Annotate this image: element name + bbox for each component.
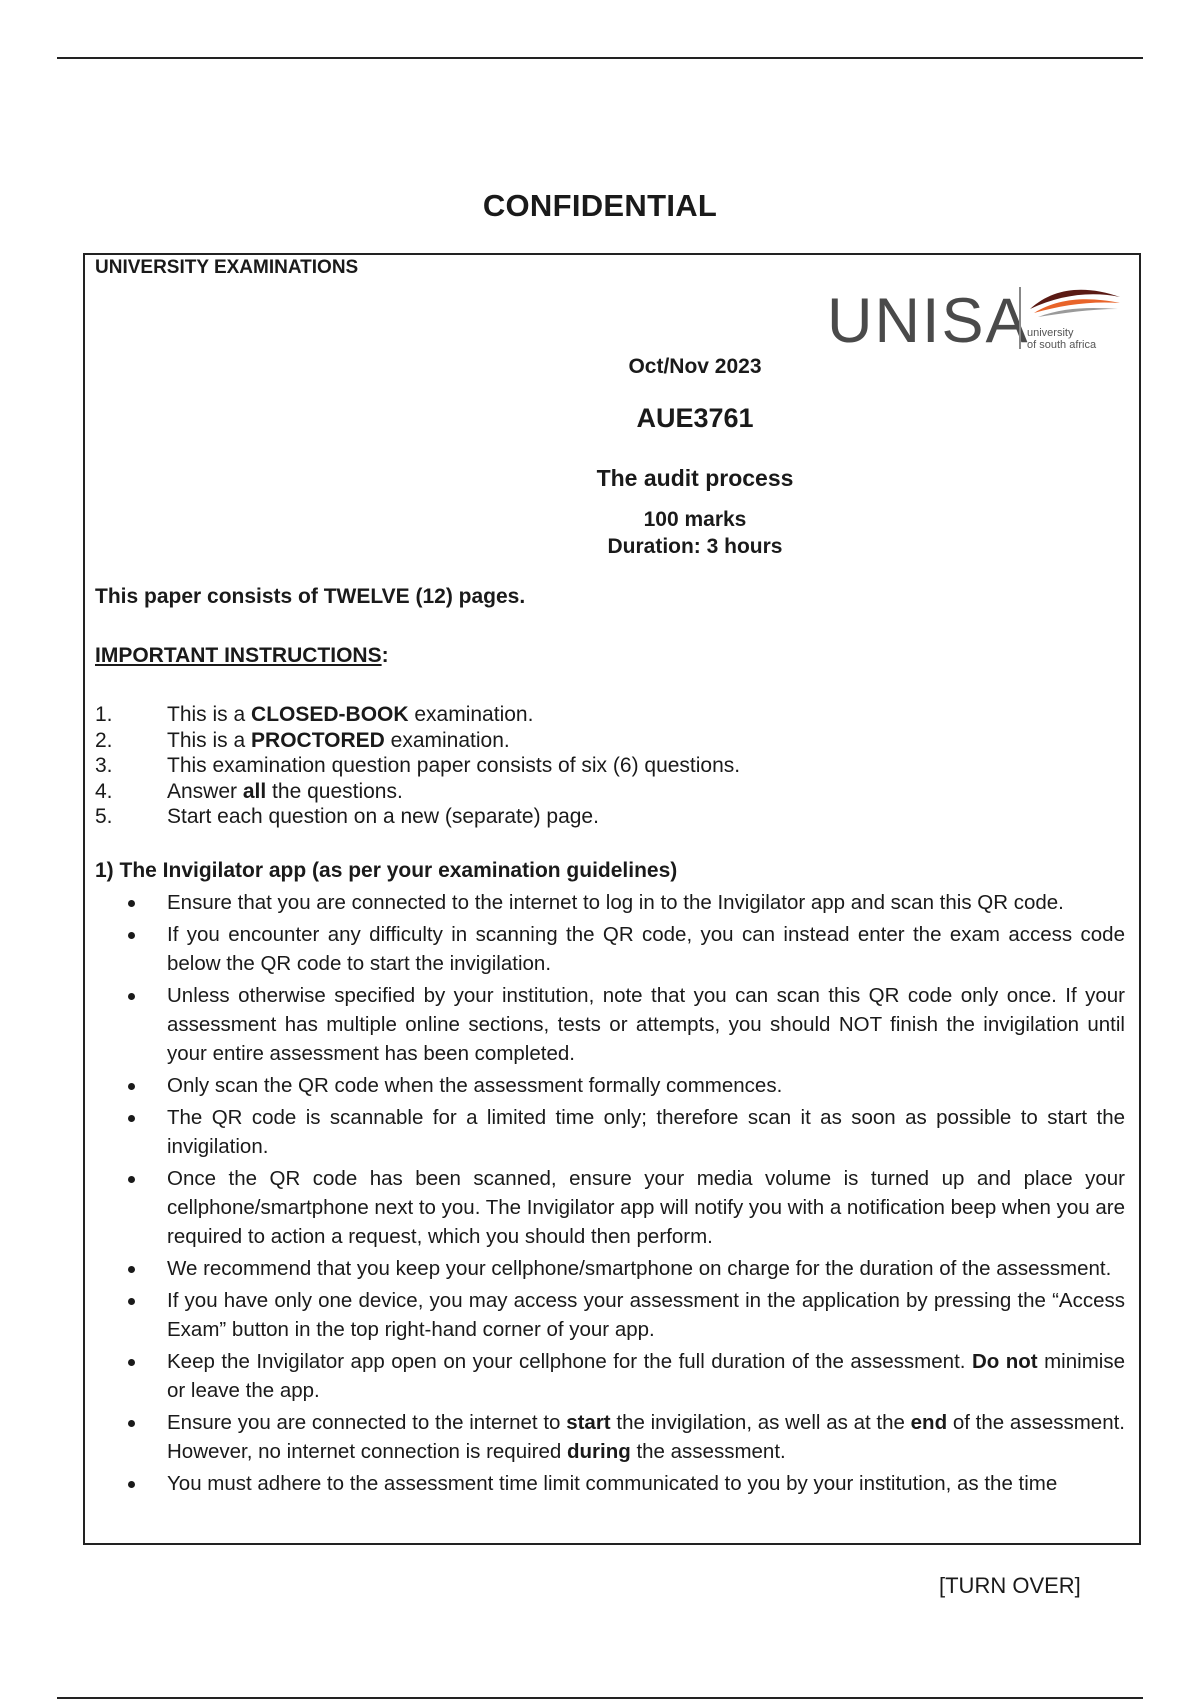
module-code: AUE3761	[636, 403, 754, 433]
top-rule	[57, 57, 1143, 59]
bullet-item: You must adhere to the assessment time limit communicated to you by your institution, as the time	[95, 1469, 1125, 1498]
exam-cover-box	[83, 253, 1141, 1545]
bullet-item: If you encounter any difficulty in scanning the QR code, you can instead enter the exam access code below the QR code to start the invigilation.	[95, 920, 1125, 978]
bullet-icon	[128, 1481, 135, 1488]
logo-wordmark: UNISA	[827, 286, 1030, 356]
bullet-item: Ensure that you are connected to the internet to log in to the Invigilator app and scan this QR code.	[95, 888, 1125, 917]
instruction-number: 1.	[95, 703, 113, 726]
logo-subtitle-line2: of south africa	[1027, 339, 1097, 351]
total-marks: 100 marks	[643, 508, 747, 531]
bullet-icon	[128, 1266, 135, 1273]
logo-separator	[1019, 287, 1021, 349]
instruction-text: This examination question paper consists of six (6) questions.	[167, 754, 741, 777]
instruction-number: 3.	[95, 754, 113, 777]
exam-duration: Duration: 3 hours	[607, 535, 783, 558]
bullet-icon	[128, 900, 135, 907]
instructions-heading-text: IMPORTANT INSTRUCTIONS	[95, 644, 382, 667]
instruction-number: 2.	[95, 728, 113, 752]
bullet-icon	[128, 1298, 135, 1305]
instruction-text: This is a CLOSED-BOOK examination.	[167, 703, 534, 726]
instruction-item	[95, 804, 1125, 830]
bullet-item: We recommend that you keep your cellphone/smartphone on charge for the duration of the assessment.	[95, 1254, 1125, 1283]
instructions-heading	[95, 644, 389, 668]
unisa-logo	[827, 283, 1127, 355]
bullet-icon	[128, 1359, 135, 1366]
instruction-number: 5.	[95, 805, 113, 828]
instruction-item	[95, 702, 1125, 728]
instruction-text: Start each question on a new (separate) page.	[167, 805, 599, 828]
instruction-number: 4.	[95, 779, 113, 803]
bullet-item: Unless otherwise specified by your institution, note that you can scan this QR code only once. If your assessment has multiple online sections, tests or attempts, you should NOT finish the invigilation until your entire assessment has been completed.	[95, 981, 1125, 1068]
bullet-item: Keep the Invigilator app open on your cellphone for the full duration of the assessment. Do not minimise or leave the app.	[95, 1347, 1125, 1405]
bullet-item: Ensure you are connected to the internet to start the invigilation, as well as at the end of the assessment. However, no internet connection is required during the assessment.	[95, 1408, 1125, 1466]
invigilator-bullet-list	[95, 888, 1125, 1501]
logo-swoosh-icon	[1024, 283, 1124, 323]
instruction-text: This is a PROCTORED examination.	[167, 728, 510, 752]
turn-over-label: [TURN OVER]	[939, 1573, 1081, 1598]
bullet-icon	[128, 993, 135, 1000]
instruction-item	[95, 779, 1125, 805]
module-title: The audit process	[596, 465, 794, 491]
university-examinations-label: UNIVERSITY EXAMINATIONS	[95, 257, 359, 278]
instructions-list	[95, 702, 1125, 830]
bullet-item: The QR code is scannable for a limited time only; therefore scan it as soon as possible to start the invigilation.	[95, 1103, 1125, 1161]
instruction-text: Answer all the questions.	[167, 779, 403, 803]
logo-subtitle-line1: university	[1027, 327, 1074, 339]
bullet-icon	[128, 932, 135, 939]
bullet-icon	[128, 1420, 135, 1427]
bullet-icon	[128, 1115, 135, 1122]
bottom-rule	[57, 1697, 1143, 1699]
bullet-item: Only scan the QR code when the assessment formally commences.	[95, 1071, 1125, 1100]
confidential-heading: CONFIDENTIAL	[482, 188, 718, 223]
logo-subtitle	[1027, 327, 1096, 351]
bullet-icon	[128, 1176, 135, 1183]
pages-note: This paper consists of TWELVE (12) pages.	[95, 585, 526, 608]
bullet-item: If you have only one device, you may access your assessment in the application by pressing the “Access Exam” button in the top right-hand corner of your app.	[95, 1286, 1125, 1344]
instruction-item	[95, 728, 1125, 754]
instruction-item	[95, 753, 1125, 779]
exam-term: Oct/Nov 2023	[628, 355, 762, 378]
instructions-heading-colon: :	[381, 644, 389, 667]
bullet-item: Once the QR code has been scanned, ensure your media volume is turned up and place your cellphone/smartphone next to you. The Invigilator app will notify you with a notification beep when you are required to action a request, which you should then perform.	[95, 1164, 1125, 1251]
invigilator-section-heading: 1) The Invigilator app (as per your examination guidelines)	[95, 859, 678, 882]
bullet-icon	[128, 1083, 135, 1090]
